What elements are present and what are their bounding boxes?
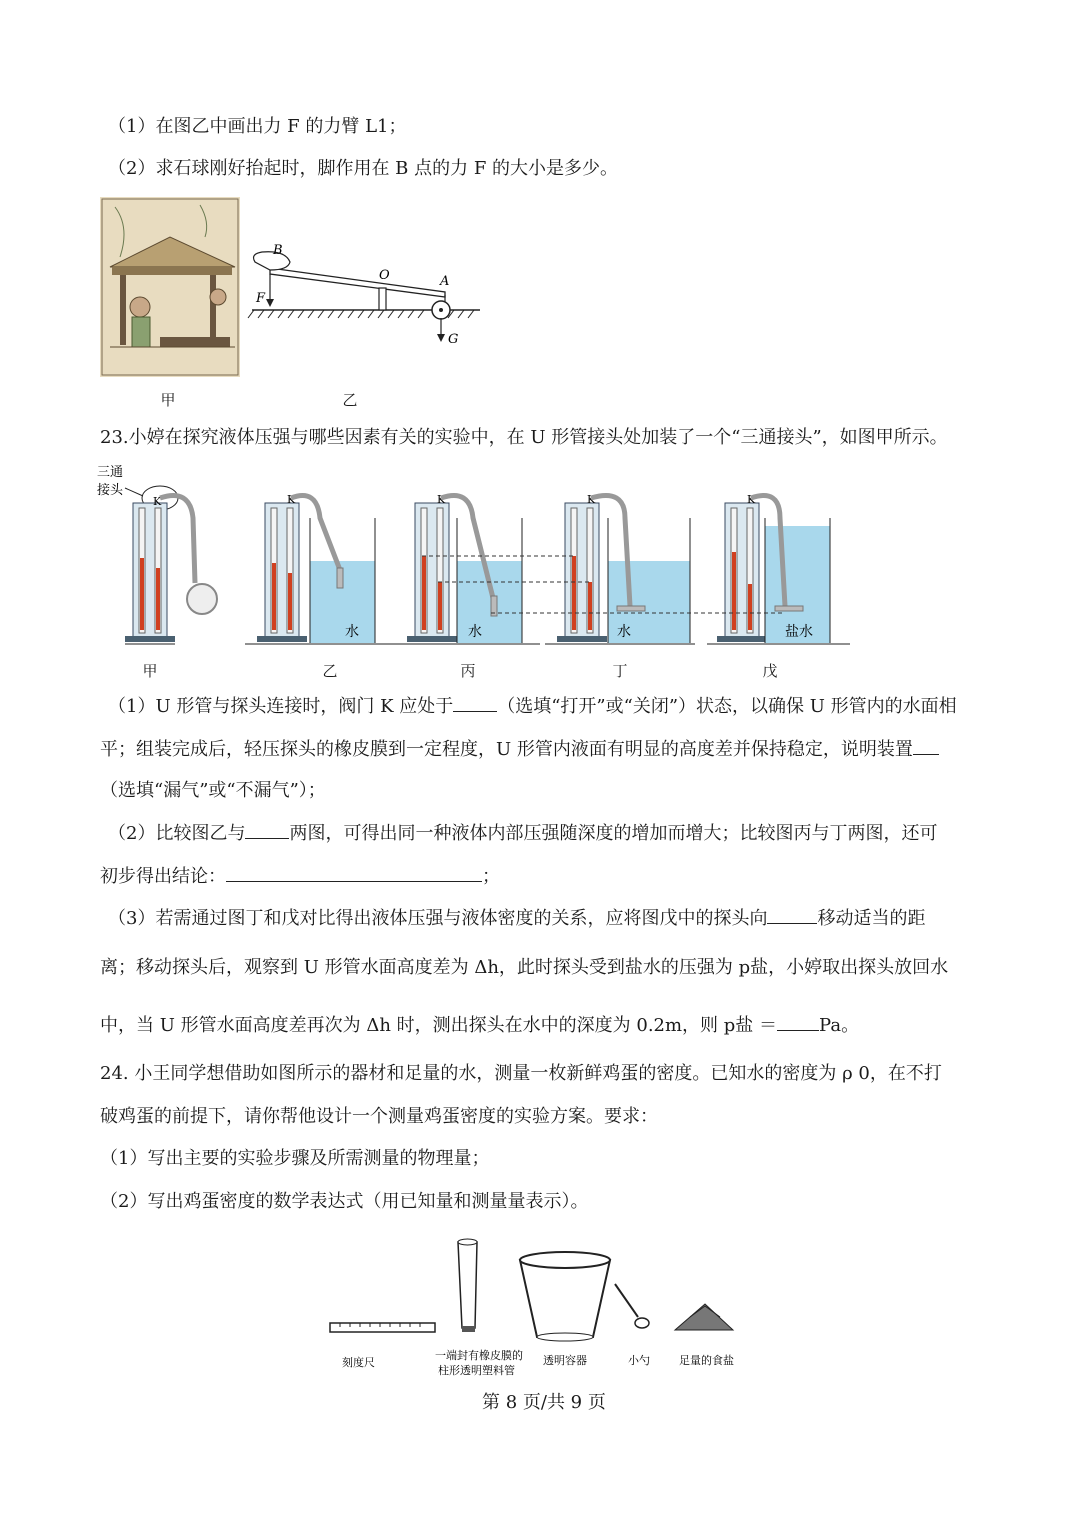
q24-line3: （1）写出主要的实验步骤及所需测量的物理量；: [100, 1148, 490, 1169]
label-G: G: [448, 332, 459, 347]
valve-ding: K: [587, 493, 596, 506]
liquid-yi: 水: [345, 624, 359, 640]
q23-p2b: 两图，可得出同一种液体内部压强随深度的增加而增大；比较图丙与丁两图，还可: [289, 823, 938, 844]
caption-q23-wu: 戊: [762, 662, 778, 680]
q23-p1c: 平；组装完成后，轻压探头的橡皮膜到一定程度，U 形管内液面有明显的高度差并保持稳定，说明装置: [100, 739, 913, 760]
item-tube-1: 一端封有橡皮膜的: [435, 1349, 523, 1362]
q23-part2-line1: [108, 820, 937, 847]
q23-p2c: 初步得出结论：: [100, 866, 226, 887]
liquid-wu: 盐水: [785, 624, 813, 640]
liquid-ding: 水: [617, 624, 631, 640]
label-B: B: [273, 243, 283, 258]
blank-1: [453, 693, 497, 712]
q23-p1a: （1）U 形管与探头连接时，阀门 K 应处于: [108, 696, 454, 717]
item-salt: 足量的食盐: [679, 1354, 734, 1367]
q23-part1-line3: （选填“漏气”或“不漏气”）；: [100, 780, 326, 801]
q23-p3d: 中，当 U 形管水面高度差再次为 Δh 时，测出探头在水中的深度为 0.2m，则 p盐 ＝: [100, 1015, 778, 1036]
q23-p2a: （2）比较图乙与: [108, 823, 246, 844]
q23-part3-line1: [108, 905, 925, 932]
caption-jia: 甲: [160, 391, 176, 409]
q23-part1-line1: [108, 693, 957, 720]
q23-part1-line2: [100, 736, 939, 763]
blank-6: [777, 1012, 819, 1031]
valve-wu: K: [747, 493, 756, 506]
q23-p1b: （选填“打开”或“关闭”）状态，以确保 U 形管内的水面相: [497, 696, 957, 717]
setup-wu: [707, 493, 850, 644]
caption-yi: 乙: [342, 391, 358, 409]
caption-q23-yi: 乙: [322, 662, 338, 680]
figure-q23-pressure-experiments: [95, 458, 865, 658]
blank-3: [245, 820, 289, 839]
figure-jia-illustration: [100, 197, 240, 377]
q23-p3e: Pa。: [819, 1015, 860, 1036]
item-container: 透明容器: [543, 1354, 587, 1367]
valve-yi: K: [287, 493, 296, 506]
q23-p3b: 移动适当的距: [817, 908, 926, 929]
figure-yi-lever: [240, 240, 490, 350]
item-spoon: 小勺: [628, 1354, 650, 1367]
q23-p2d: ；: [482, 866, 500, 887]
blank-2: [913, 736, 939, 755]
page-footer: 第 8 页/共 9 页: [482, 1392, 606, 1413]
setup-yi: [245, 493, 395, 644]
q22-part2: （2）求石球刚好抬起时，脚作用在 B 点的力 F 的大小是多少。: [108, 158, 619, 179]
q23-part2-line2: [100, 863, 500, 890]
label-O: O: [379, 268, 390, 283]
q23-p3a: （3）若需通过图丁和戊对比得出液体压强与液体密度的关系，应将图戊中的探头向: [108, 908, 768, 929]
blank-5: [767, 905, 817, 924]
setup-bing: [395, 493, 540, 644]
figure-q24-equipment: [325, 1232, 765, 1377]
valve-jia: K: [153, 495, 162, 508]
item-ruler: 刻度尺: [342, 1356, 375, 1369]
label-F: F: [256, 291, 266, 306]
caption-q23-ding: 丁: [612, 662, 628, 680]
blank-4: [226, 863, 482, 882]
tee-label-2: 接头: [97, 483, 124, 498]
q23-part3-line3: [100, 1012, 859, 1039]
q22-part1: （1）在图乙中画出力 F 的力臂 L1；: [108, 116, 407, 137]
tee-label-1: 三通: [97, 465, 124, 480]
q23-intro: 23.小婷在探究液体压强与哪些因素有关的实验中，在 U 形管接头处加装了一个“三通接头”，如图甲所示。: [100, 427, 948, 448]
setup-ding: [545, 493, 695, 644]
caption-q23-bing: 丙: [460, 662, 476, 680]
liquid-bing: 水: [468, 624, 482, 640]
setup-jia: [125, 495, 217, 644]
q24-line1: 24. 小王同学想借助如图所示的器材和足量的水，测量一枚新鲜鸡蛋的密度。已知水的密度为 ρ 0，在不打: [100, 1063, 942, 1084]
valve-bing: K: [437, 493, 446, 506]
label-A: A: [440, 274, 450, 289]
caption-q23-jia: 甲: [142, 662, 158, 680]
q24-line2: 破鸡蛋的前提下，请你帮他设计一个测量鸡蛋密度的实验方案。要求：: [100, 1106, 658, 1127]
q23-part3-line2: 离；移动探头后，观察到 U 形管水面高度差为 Δh，此时探头受到盐水的压强为 p盐，小婷取出探头放回水: [100, 957, 949, 978]
item-tube-2: 柱形透明塑料管: [438, 1364, 515, 1377]
q24-line4: （2）写出鸡蛋密度的数学表达式（用已知量和测量量表示）。: [100, 1191, 589, 1212]
